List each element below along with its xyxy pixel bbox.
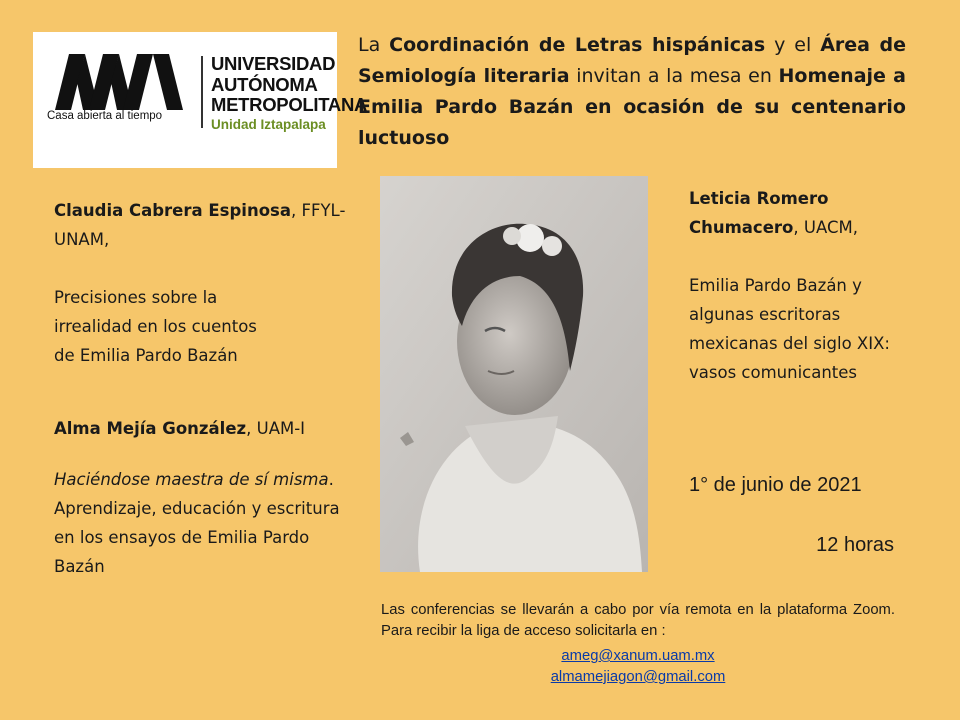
- email-link[interactable]: ameg@xanum.uam.mx: [561, 648, 715, 664]
- speaker-2: [54, 414, 354, 443]
- speaker-3: [689, 184, 909, 242]
- speaker-name: Alma Mejía González: [54, 419, 247, 438]
- speaker-affiliation: , UACM,: [793, 218, 858, 237]
- logo-name-line: AUTÓNOMA: [211, 73, 318, 95]
- talk-title: [54, 465, 354, 581]
- heading-bold: Coordinación de Letras hispánicas: [389, 34, 766, 56]
- logo-tagline: Casa abierta al tiempo: [47, 110, 163, 122]
- email-link[interactable]: almamejiagon@gmail.com: [550, 669, 726, 685]
- heading-text: La: [358, 34, 390, 56]
- right-speaker: [689, 184, 909, 387]
- event-date: 1° de junio de 2021: [689, 474, 862, 496]
- speaker-affiliation: , UAM-I: [246, 419, 306, 438]
- talk-line: irrealidad en los cuentos: [54, 317, 257, 336]
- talk-rest: . Aprendizaje, educación y escritura en los ensayos de Emilia Pardo Bazán: [54, 470, 340, 576]
- heading-text: invitan a la mesa en: [569, 65, 779, 87]
- uam-logo: [33, 32, 368, 168]
- talk-italic: Haciéndose maestra de sí misma: [54, 470, 329, 489]
- talk-line: de Emilia Pardo Bazán: [54, 346, 238, 365]
- speaker-name: Leticia Romero Chumacero: [689, 189, 829, 237]
- heading-bold: Área de Semiología literaria: [358, 34, 906, 87]
- logo-university-name: [211, 54, 367, 116]
- talk-title: [54, 283, 354, 370]
- logo-divider: [201, 56, 203, 128]
- heading-bold: Homenaje a Emilia Pardo Bazán en ocasión de su centenario luctuoso: [358, 65, 906, 149]
- heading-text: y el: [765, 34, 821, 56]
- left-speakers: [54, 196, 354, 581]
- uam-emblem-icon: [55, 54, 183, 110]
- logo-unit: Unidad Iztapalapa: [211, 117, 326, 132]
- remote-notice: Las conferencias se llevarán a cabo por vía remota en la plataforma Zoom. Para recibir la liga de acceso solicitarla en :: [381, 602, 895, 639]
- contact-emails: [381, 646, 895, 688]
- speaker-name: Claudia Cabrera Espinosa: [54, 201, 291, 220]
- speaker-affiliation: , FFYL-UNAM,: [54, 201, 346, 249]
- talk-line: Precisiones sobre la: [54, 288, 218, 307]
- logo-name-line: METROPOLITANA: [211, 94, 368, 115]
- talk-title: Emilia Pardo Bazán y algunas escritoras mexicanas del siglo XIX: vasos comunicantes: [689, 276, 890, 382]
- event-time: 12 horas: [816, 534, 894, 556]
- speaker-1: [54, 196, 354, 254]
- portrait-photo: [380, 176, 648, 572]
- invitation-heading: [358, 30, 906, 154]
- logo-name-line: UNIVERSIDAD: [211, 53, 336, 74]
